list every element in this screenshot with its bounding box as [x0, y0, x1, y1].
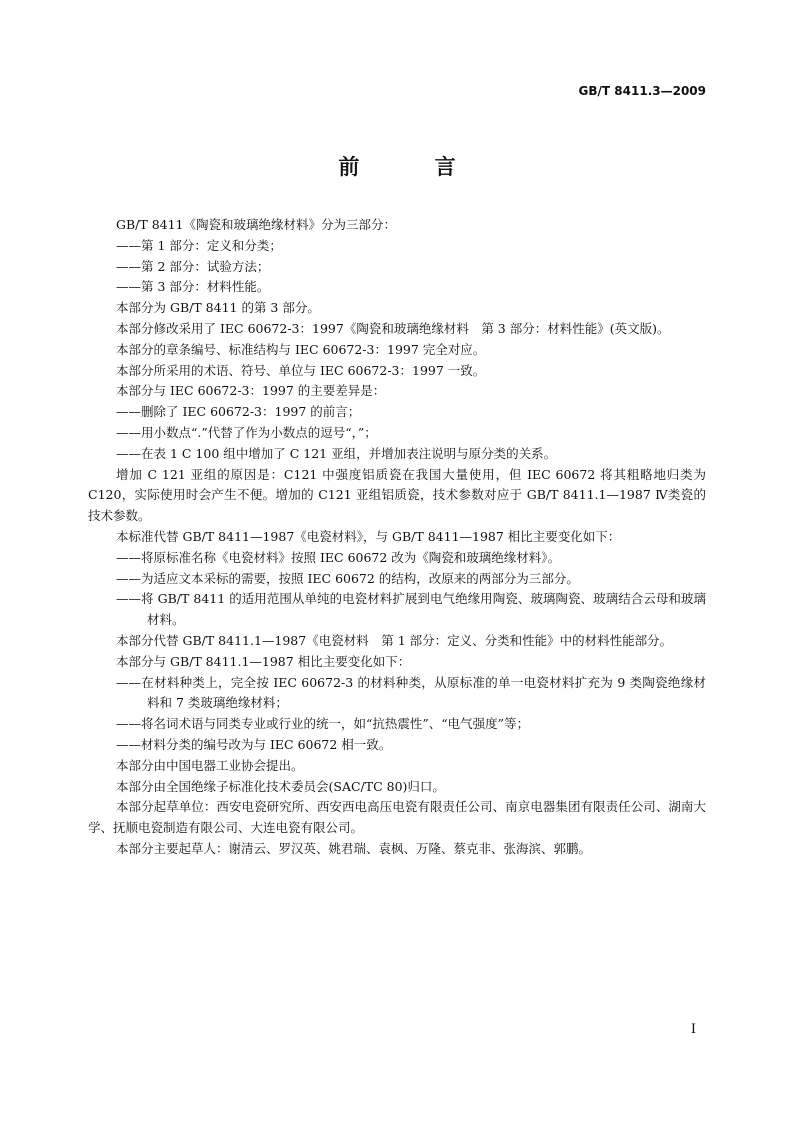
page-title: 前 言	[338, 155, 490, 179]
list-item: ——在表 1 C 100 组中增加了 C 121 亚组，并增加表注说明与原分类的关系。	[116, 445, 557, 461]
list-item: ——在材料种类上，完全按 IEC 60672-3 的材料种类，从原标准的单一电瓷材料扩充为 9 类陶瓷绝缘材料和 7 类玻璃绝缘材料；	[116, 674, 706, 711]
paragraph: 增加 C 121 亚组的原因是：C121 中强度铝质瓷在我国大量使用，但 IEC 60672 将其粗略地归类为 C120，实际使用时会产生不便。增加的 C121 亚组铝质瓷，技术参数对应于 GB/T 8411.1—1987 Ⅳ类瓷的技术参数。	[88, 466, 706, 524]
paragraph: GB/T 8411《陶瓷和玻璃绝缘材料》分为三部分：	[116, 217, 397, 232]
list-item: ——用小数点“.”代替了作为小数点的逗号“，”；	[116, 424, 377, 440]
paragraph: 本部分代替 GB/T 8411.1—1987《电瓷材料 第 1 部分：定义、分类和性能》中的材料性能部分。	[116, 632, 673, 648]
list-item: ——删除了 IEC 60672-3：1997 的前言；	[116, 404, 361, 420]
paragraph: 本部分由中国电器工业协会提出。	[116, 757, 304, 773]
list-item: ——第 3 部分：材料性能。	[116, 279, 270, 295]
list-item: ——材料分类的编号改为与 IEC 60672 相一致。	[116, 736, 392, 752]
paragraph: 本部分的章条编号、标准结构与 IEC 60672-3：1997 完全对应。	[116, 341, 486, 357]
foreword-body	[88, 215, 706, 860]
standard-code: GB/T 8411.3—2009	[578, 84, 706, 98]
paragraph: 本部分由全国绝缘子标准化技术委员会(SAC/TC 80)归口。	[116, 778, 445, 794]
list-item: ——将 GB/T 8411 的适用范围从单纯的电瓷材料扩展到电气绝缘用陶瓷、玻璃陶瓷、玻璃结合云母和玻璃材料。	[116, 591, 706, 628]
list-item: ——将名词术语与同类专业或行业的统一，如“抗热震性”、“电气强度”等；	[116, 716, 530, 732]
list-item: ——将原标准名称《电瓷材料》按照 IEC 60672 改为《陶瓷和玻璃绝缘材料》。	[116, 549, 561, 565]
paragraph: 本部分为 GB/T 8411 的第 3 部分。	[116, 300, 320, 316]
paragraph: 本部分所采用的术语、符号、单位与 IEC 60672-3：1997 一致。	[116, 362, 486, 378]
paragraph: 本部分与 IEC 60672-3：1997 的主要差异是：	[116, 383, 386, 399]
list-item: ——第 2 部分：试验方法；	[116, 258, 270, 274]
list-item: ——为适应文本采标的需要，按照 IEC 60672 的结构，改原来的两部分为三部分。	[116, 570, 579, 586]
paragraph: 本部分与 GB/T 8411.1—1987 相比主要变化如下：	[116, 653, 411, 669]
list-item: ——第 1 部分：定义和分类；	[116, 237, 282, 253]
paragraph: 本部分起草单位：西安电瓷研究所、西安西电高压电瓷有限责任公司、南京电器集团有限责任公司、湖南大学、抚顺电瓷制造有限公司、大连电瓷有限公司。	[88, 799, 706, 836]
paragraph: 本标准代替 GB/T 8411—1987《电瓷材料》，与 GB/T 8411—1987 相比主要变化如下：	[116, 528, 621, 544]
paragraph: 本部分修改采用了 IEC 60672-3：1997《陶瓷和玻璃绝缘材料 第 3 部分：材料性能》(英文版)。	[116, 320, 670, 336]
page-number: I	[690, 1022, 696, 1037]
paragraph: 本部分主要起草人：谢清云、罗汉英、姚君瑞、袁枫、万隆、蔡克非、张海滨、郭鹏。	[116, 840, 592, 856]
